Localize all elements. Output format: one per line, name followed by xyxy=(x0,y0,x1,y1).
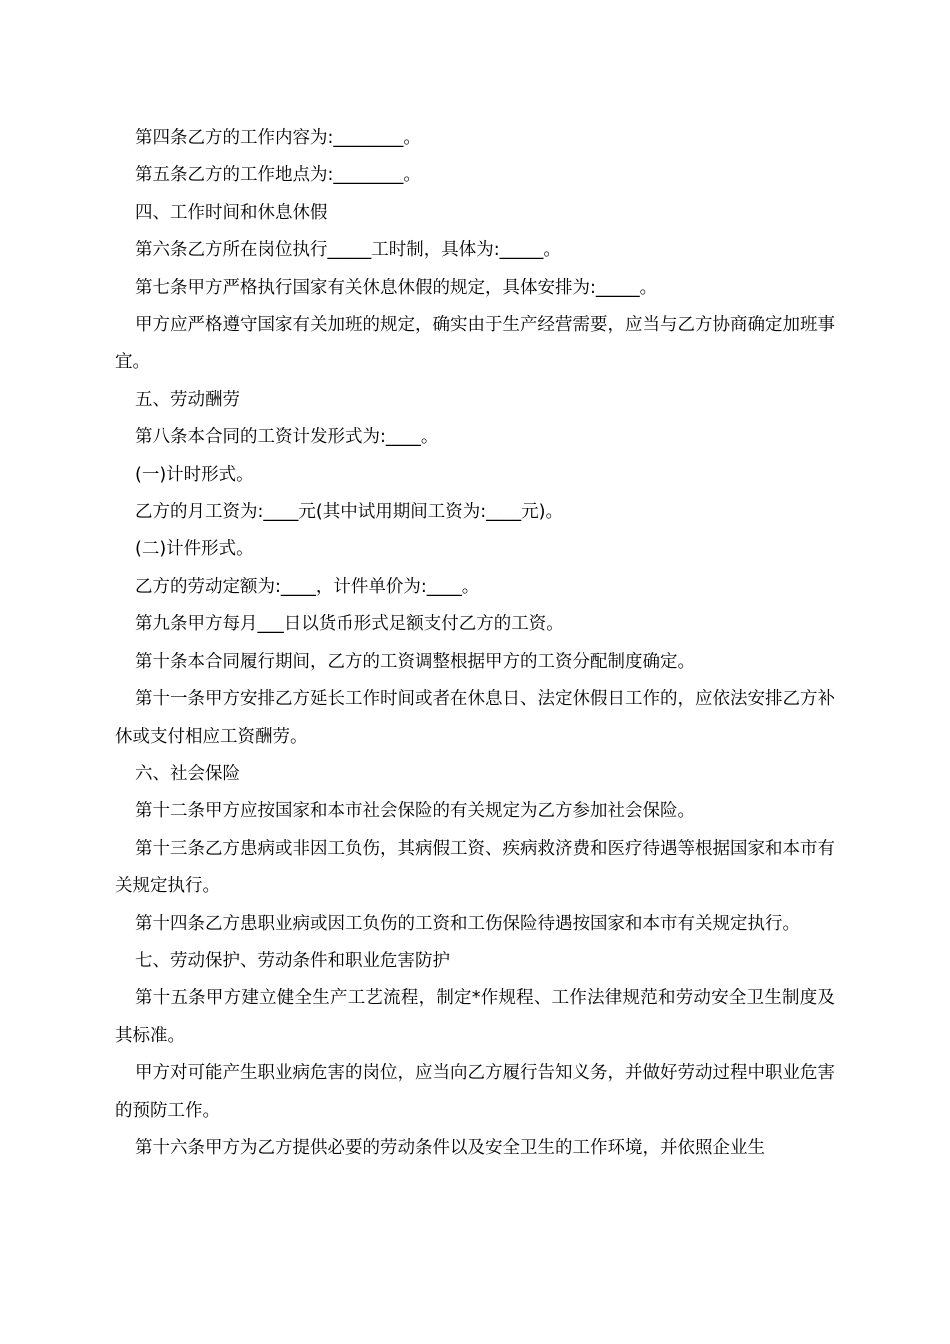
occupational-hazard-paragraph: 甲方对可能产生职业病危害的岗位，应当向乙方履行告知义务，并做好劳动过程中职业危害的预防工作。 xyxy=(115,1063,835,1121)
clause-5-work-location: 第五条乙方的工作地点为:________。 xyxy=(135,165,421,186)
section-heading-remuneration: 五、劳动酬劳 xyxy=(135,389,240,410)
time-based-form: (一)计时形式。 xyxy=(135,464,254,485)
document-body xyxy=(115,120,835,1167)
labor-quota-line: 乙方的劳动定额为:____，计件单价为:____。 xyxy=(135,576,480,597)
clause-11-extended-hours: 第十一条甲方安排乙方延长工作时间或者在休息日、法定休假日工作的，应依法安排乙方补休或支付相应工资酬劳。 xyxy=(115,689,835,747)
monthly-wage-line: 乙方的月工资为:____元(其中试用期间工资为:____元)。 xyxy=(135,502,563,523)
clause-4-work-content: 第四条乙方的工作内容为:________。 xyxy=(135,128,421,148)
section-heading-social-insurance: 六、社会保险 xyxy=(135,763,240,784)
clause-9-payday: 第九条甲方每月___日以货币形式足额支付乙方的工资。 xyxy=(135,614,564,635)
clause-15-safety-procedures: 第十五条甲方建立健全生产工艺流程，制定*作规程、工作法律规范和劳动安全卫生制度及其标准。 xyxy=(115,988,835,1046)
clause-10-wage-adjustment: 第十条本合同履行期间，乙方的工资调整根据甲方的工资分配制度确定。 xyxy=(135,651,695,672)
clause-14-occupational-injury: 第十四条乙方患职业病或因工负伤的工资和工伤保险待遇按国家和本市有关规定执行。 xyxy=(135,913,800,934)
piece-rate-form: (二)计件形式。 xyxy=(135,539,254,560)
clause-6-working-hours-system: 第六条乙方所在岗位执行_____工时制，具体为:_____。 xyxy=(135,240,561,261)
clause-16-working-conditions: 第十六条甲方为乙方提供必要的劳动条件以及安全卫生的工作环境，并依照企业生 xyxy=(135,1137,765,1158)
clause-8-wage-form: 第八条本合同的工资计发形式为:____。 xyxy=(135,427,439,448)
section-heading-work-hours: 四、工作时间和休息休假 xyxy=(135,202,328,223)
clause-13-sick-leave: 第十三条乙方患病或非因工负伤，其病假工资、疾病救济费和医疗待遇等根据国家和本市有关规定执行。 xyxy=(115,838,835,897)
section-heading-labor-protection: 七、劳动保护、劳动条件和职业危害防护 xyxy=(135,950,450,971)
overtime-paragraph: 甲方应严格遵守国家有关加班的规定，确实由于生产经营需要，应当与乙方协商确定加班事宜。 xyxy=(115,315,835,373)
clause-12-social-insurance: 第十二条甲方应按国家和本市社会保险的有关规定为乙方参加社会保险。 xyxy=(135,801,695,822)
clause-7-rest-and-leave: 第七条甲方严格执行国家有关休息休假的规定，具体安排为:_____。 xyxy=(135,277,658,298)
